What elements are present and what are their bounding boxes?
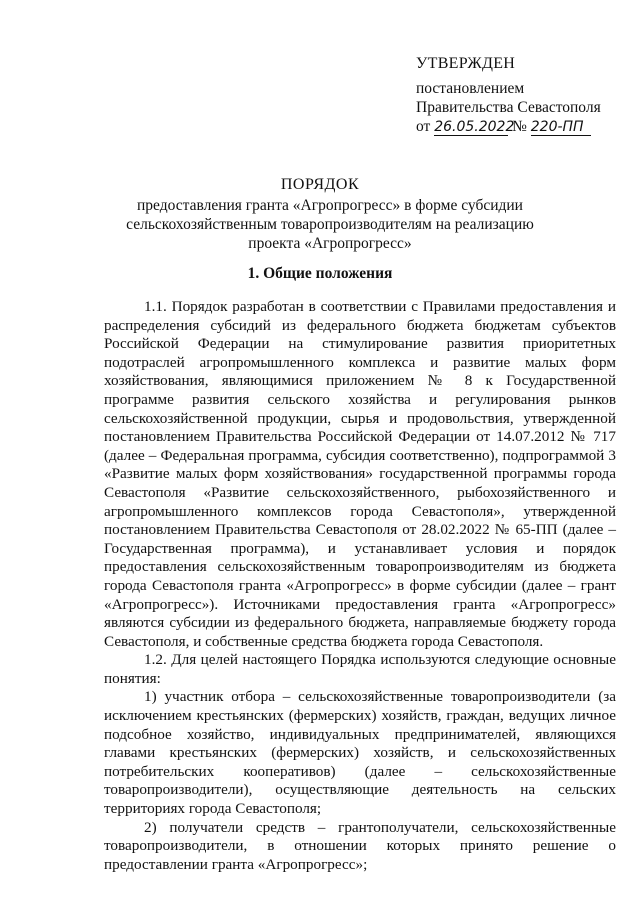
document-subtitle: предоставления гранта «Агропрогресс» в форме субсидии сельскохозяйственным товаропроизводителям на реализацию проекта «Агропрогресс» — [126, 197, 534, 252]
approval-line-2: Правительства Севастополя — [416, 99, 601, 116]
approval-from-label: от — [416, 118, 431, 135]
paragraph-1-2: 1.2. Для целей настоящего Порядка используются следующие основные понятия: — [104, 651, 616, 687]
document-title: ПОРЯДОК — [280, 176, 360, 193]
approval-stamp — [416, 54, 601, 136]
definition-1: 1) участник отбора – сельскохозяйственные товаропроизводители (за исключением крестьянских (фермерских) хозяйств, граждан, ведущих личное подсобное хозяйство, индивидуальных предпринимателей, являющихся главами крестьянских (фермерских) хозяйств, и сельскохозяйственных потребительских кооперативов) (далее – сельскохозяйственные товаропроизводители), осуществляющие деятельность на сельских территориях города Севастополя; — [104, 688, 616, 818]
paragraph-1-1: 1.1. Порядок разработан в соответствии с Правилами предоставления и распределения субсидий из федерального бюджета бюджетам субъектов Российской Федерации на стимулирование развития приоритетных подотраслей агропромышленного комплекса и развитие малых форм хозяйствования, являющимися приложением № 8 к Государственной программе развития сельского хозяйства и регулирования рынков сельскохозяйственной продукции, сырья и продовольствия, утвержденной постановлением Правительства Российской Федерации от 14.07.2012 № 717 (далее – Федеральная программа, субсидия соответственно), подпрограммой 3 «Развитие малых форм хозяйствования» государственной программы города Севастополя «Развитие сельскохозяйственного, рыбохозяйственного и агропромышленного комплексов города Севастополя», утвержденной постановлением Правительства Севастополя от 28.02.2022 № 65-ПП (далее – Государственная программа), и устанавливает условия и порядок предоставления сельскохозяйственным товаропроизводителям из бюджета города Севастополя гранта «Агропрогресс» в форме субсидии (далее – грант «Агропрогресс»). Источниками предоставления гранта «Агропрогресс» являются субсидии из федерального бюджета, направляемые бюджету города Севастополя, и собственные средства бюджета города Севастополя. — [104, 298, 616, 650]
approval-number: 220-ПП — [531, 119, 591, 136]
definition-2: 2) получатели средств – грантополучатели, сельскохозяйственные товаропроизводители, в отношении которых принято решение о предоставлении гранта «Агропрогресс»; — [104, 818, 616, 873]
approval-date: 26.05.2022 — [434, 119, 515, 135]
approval-title: УТВЕРЖДЕН — [416, 55, 516, 72]
approval-date-line — [416, 117, 601, 136]
document-body — [104, 298, 616, 874]
approval-number-label: № — [512, 118, 527, 135]
section-heading: 1. Общие положения — [247, 265, 393, 282]
approval-line-1: постановлением — [416, 80, 525, 97]
